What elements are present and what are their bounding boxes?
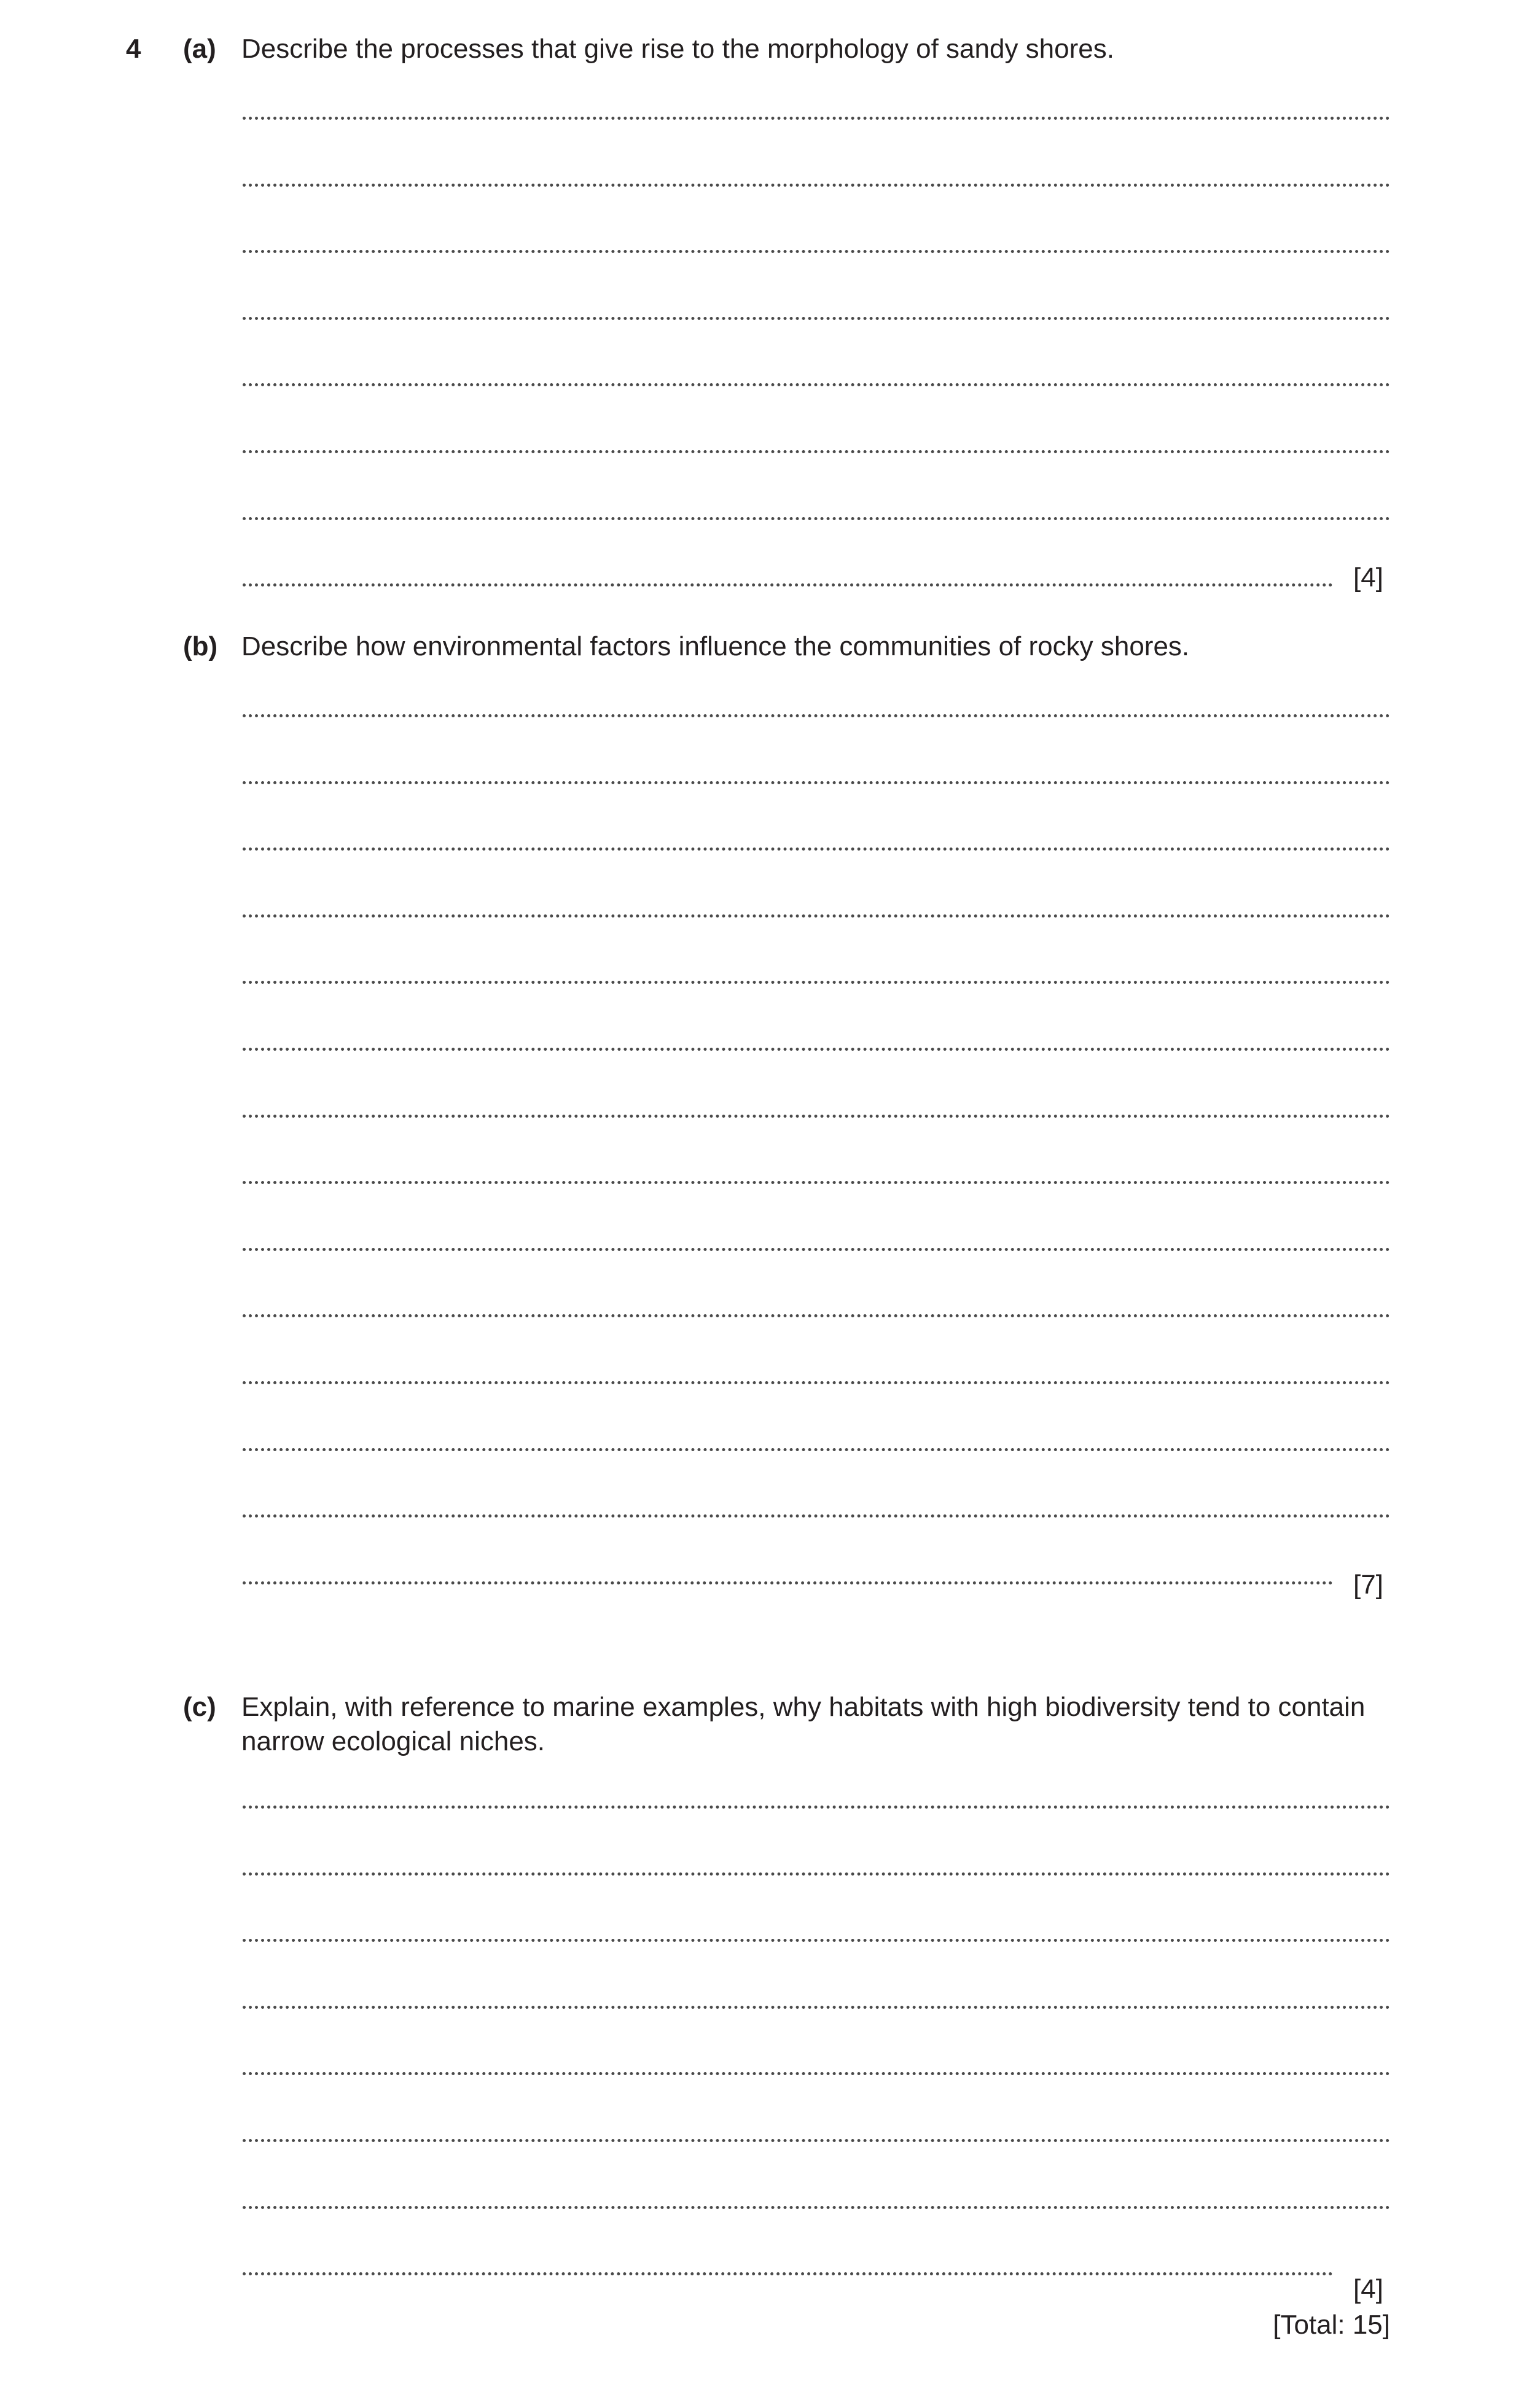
question-number: 4 [126,34,141,64]
answer-line[interactable] [243,981,1390,984]
answer-line[interactable] [243,847,1390,851]
answer-line[interactable] [243,2206,1390,2209]
answer-line[interactable] [243,250,1390,253]
part-c-marks: [4] [1353,2274,1383,2304]
answer-line[interactable] [243,1248,1390,1251]
part-c-label: (c) [183,1692,216,1722]
answer-line[interactable] [243,583,1333,586]
answer-line[interactable] [243,2139,1390,2142]
part-b-marks: [7] [1353,1570,1383,1600]
answer-line[interactable] [243,1581,1333,1584]
part-a-marks: [4] [1353,563,1383,593]
answer-line[interactable] [243,1514,1390,1518]
answer-line[interactable] [243,914,1390,918]
answer-line[interactable] [243,1381,1390,1384]
answer-line[interactable] [243,2006,1390,2009]
question-total: [Total: 15] [1273,2310,1390,2340]
answer-line[interactable] [243,450,1390,453]
answer-line[interactable] [243,1448,1390,1451]
answer-line[interactable] [243,517,1390,520]
answer-line[interactable] [243,1872,1390,1876]
part-c-prompt: Explain, with reference to marine examples, why habitats with high biodiversity tend to contain narrow ecological niches. [241,1692,1366,1756]
answer-line[interactable] [243,1939,1390,1942]
answer-line[interactable] [243,383,1390,386]
answer-line[interactable] [243,184,1390,187]
part-b-label: (b) [183,631,218,661]
answer-line[interactable] [243,1181,1390,1184]
answer-line[interactable] [243,1115,1390,1118]
answer-line[interactable] [243,2072,1390,2075]
answer-line[interactable] [243,1806,1390,1809]
answer-line[interactable] [243,1048,1390,1051]
part-a-prompt: Describe the processes that give rise to the morphology of sandy shores. [241,34,1114,64]
answer-line[interactable] [243,714,1390,717]
answer-line[interactable] [243,2272,1333,2275]
part-a-label: (a) [183,34,216,64]
answer-line[interactable] [243,1314,1390,1317]
answer-line[interactable] [243,781,1390,784]
answer-line[interactable] [243,317,1390,320]
part-b-prompt: Describe how environmental factors influence the communities of rocky shores. [241,631,1190,661]
answer-line[interactable] [243,117,1390,120]
